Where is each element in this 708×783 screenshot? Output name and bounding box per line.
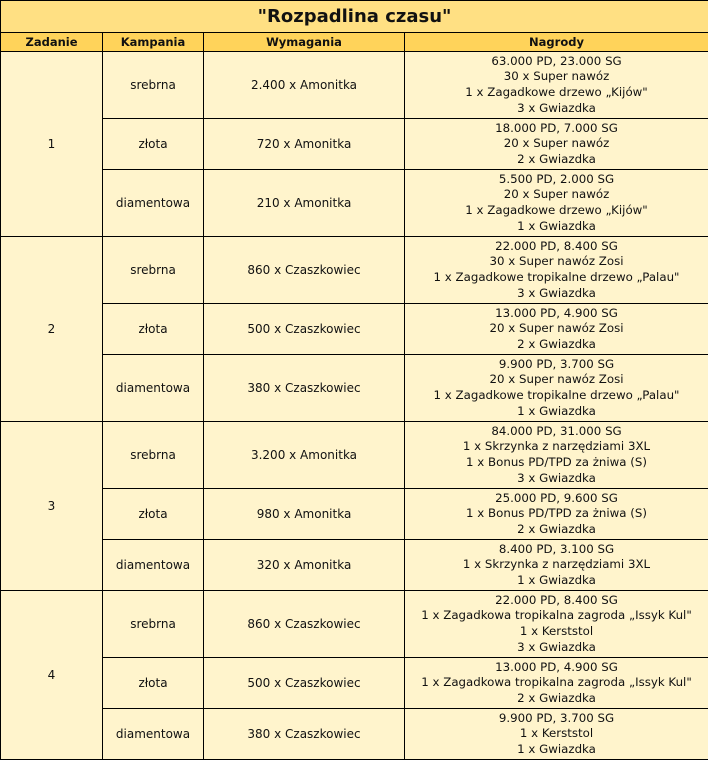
rewards-cell: [405, 237, 708, 304]
reward-line: 3 x Gwiazdka: [517, 285, 596, 300]
rewards-cell: [405, 355, 708, 422]
reward-line: 1 x Bonus PD/TPD za żniwa (S): [466, 506, 647, 521]
reward-line: 22.000 PD, 8.400 SG: [495, 592, 618, 607]
reward-line: 1 x Skrzynka z narzędziami 3XL: [462, 439, 651, 454]
requirement-cell: 860 x Czaszkowiec: [204, 237, 405, 304]
campaign-cell: srebrna: [103, 237, 204, 304]
reward-line: 1 x Zagadkowe drzewo „Kijów": [465, 203, 648, 217]
header-requirements: Wymagania: [204, 33, 405, 52]
reward-line: 1 x Zagadkowe tropikalne drzewo „Palau": [433, 270, 680, 284]
reward-line: 2 x Gwiazdka: [517, 151, 596, 166]
table-row: [1, 709, 708, 760]
reward-line: 1 x Bonus PD/TPD za żniwa (S): [466, 455, 647, 469]
reward-line: 2 x Gwiazdka: [517, 336, 596, 351]
table-body: [1, 52, 708, 760]
reward-line: 13.000 PD, 4.900 SG: [495, 659, 618, 674]
rewards-cell: [405, 591, 708, 658]
campaign-cell: diamentowa: [103, 170, 204, 237]
reward-line: 13.000 PD, 4.900 SG: [495, 305, 618, 320]
rewards-cell: [405, 540, 708, 591]
campaign-cell: złota: [103, 304, 204, 355]
reward-line: 3 x Gwiazdka: [517, 639, 596, 654]
reward-line: 63.000 PD, 23.000 SG: [491, 53, 622, 68]
reward-line: 25.000 PD, 9.600 SG: [495, 490, 618, 505]
header-task: Zadanie: [1, 33, 103, 52]
table-row: [1, 170, 708, 237]
campaign-cell: złota: [103, 489, 204, 540]
table-row: [1, 355, 708, 422]
reward-line: 1 x Kerststol: [519, 624, 594, 638]
table-row: [1, 119, 708, 170]
reward-line: 20 x Super nawóz Zosi: [489, 321, 624, 336]
campaign-cell: srebrna: [103, 591, 204, 658]
campaign-cell: diamentowa: [103, 355, 204, 422]
reward-line: 1 x Gwiazdka: [517, 572, 596, 587]
table-row: [1, 422, 708, 489]
requirement-cell: 2.400 x Amonitka: [204, 52, 405, 119]
requirement-cell: 210 x Amonitka: [204, 170, 405, 237]
rewards-cell: [405, 709, 708, 760]
reward-line: 8.400 PD, 3.100 SG: [498, 541, 615, 556]
campaign-cell: złota: [103, 119, 204, 170]
requirement-cell: 380 x Czaszkowiec: [204, 355, 405, 422]
rewards-cell: [405, 52, 708, 119]
rewards-cell: [405, 304, 708, 355]
reward-line: 30 x Super nawóz Zosi: [489, 254, 624, 269]
reward-line: 1 x Gwiazdka: [517, 741, 596, 756]
rewards-cell: [405, 489, 708, 540]
reward-line: 1 x Zagadkowe tropikalne drzewo „Palau": [433, 388, 680, 402]
task-number: 3: [1, 422, 103, 591]
reward-line: 2 x Gwiazdka: [517, 521, 596, 536]
header-campaign: Kampania: [103, 33, 204, 52]
campaign-cell: diamentowa: [103, 709, 204, 760]
reward-line: 1 x Zagadkowe drzewo „Kijów": [465, 85, 648, 99]
rewards-cell: [405, 422, 708, 489]
table-row: [1, 591, 708, 658]
requirement-cell: 500 x Czaszkowiec: [204, 304, 405, 355]
table-row: [1, 304, 708, 355]
reward-line: 1 x Zagadkowa tropikalna zagroda „Issyk Kul": [421, 608, 692, 623]
reward-line: 20 x Super nawóz: [503, 136, 610, 151]
reward-line: 5.500 PD, 2.000 SG: [498, 171, 615, 186]
table-row: [1, 52, 708, 119]
reward-line: 1 x Gwiazdka: [517, 218, 596, 233]
task-number: 4: [1, 591, 103, 760]
reward-line: 18.000 PD, 7.000 SG: [495, 120, 618, 135]
reward-line: 20 x Super nawóz Zosi: [489, 372, 624, 387]
rewards-cell: [405, 119, 708, 170]
reward-line: 22.000 PD, 8.400 SG: [495, 238, 618, 253]
reward-line: 30 x Super nawóz: [503, 69, 610, 84]
campaign-cell: diamentowa: [103, 540, 204, 591]
reward-line: 3 x Gwiazdka: [517, 470, 596, 485]
reward-line: 1 x Gwiazdka: [517, 403, 596, 418]
task-number: 2: [1, 237, 103, 422]
requirement-cell: 3.200 x Amonitka: [204, 422, 405, 489]
requirement-cell: 980 x Amonitka: [204, 489, 405, 540]
reward-line: 1 x Zagadkowa tropikalna zagroda „Issyk Kul": [421, 675, 692, 690]
reward-line: 9.900 PD, 3.700 SG: [498, 710, 615, 725]
reward-line: 1 x Kerststol: [519, 726, 594, 741]
reward-line: 1 x Skrzynka z narzędziami 3XL: [462, 557, 651, 572]
campaign-cell: srebrna: [103, 422, 204, 489]
campaign-cell: złota: [103, 658, 204, 709]
requirement-cell: 500 x Czaszkowiec: [204, 658, 405, 709]
table-row: [1, 540, 708, 591]
table-row: [1, 237, 708, 304]
reward-line: 3 x Gwiazdka: [517, 100, 596, 115]
rewards-cell: [405, 170, 708, 237]
requirement-cell: 860 x Czaszkowiec: [204, 591, 405, 658]
table-row: [1, 489, 708, 540]
requirement-cell: 380 x Czaszkowiec: [204, 709, 405, 760]
table-title: "Rozpadlina czasu": [1, 1, 708, 33]
reward-line: 84.000 PD, 31.000 SG: [491, 423, 622, 438]
header-rewards: Nagrody: [405, 33, 708, 52]
requirement-cell: 720 x Amonitka: [204, 119, 405, 170]
reward-line: 20 x Super nawóz: [503, 187, 610, 202]
reward-line: 9.900 PD, 3.700 SG: [498, 356, 615, 371]
table-row: [1, 658, 708, 709]
reward-line: 2 x Gwiazdka: [517, 690, 596, 705]
campaign-cell: srebrna: [103, 52, 204, 119]
requirement-cell: 320 x Amonitka: [204, 540, 405, 591]
task-number: 1: [1, 52, 103, 237]
rewards-cell: [405, 658, 708, 709]
